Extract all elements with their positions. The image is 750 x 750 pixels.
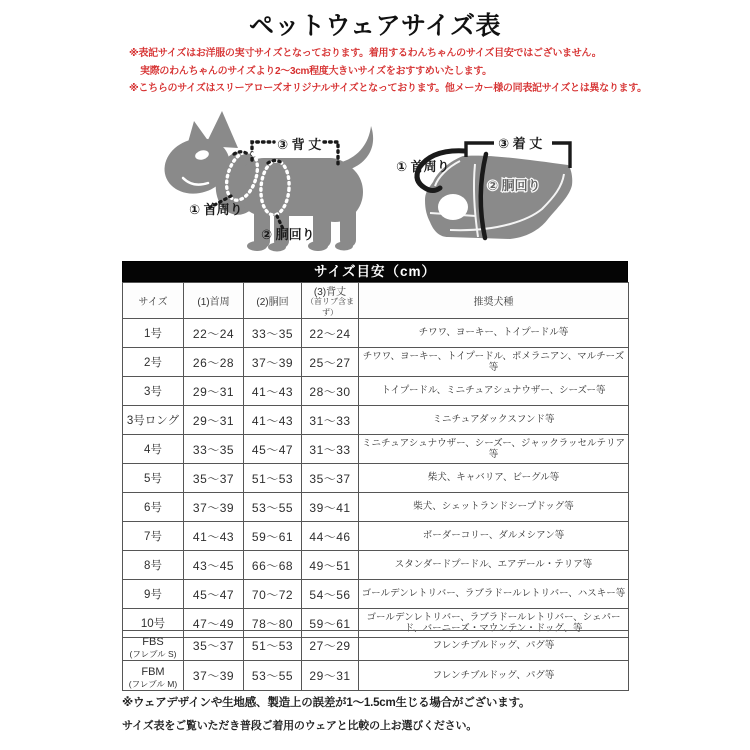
- cell-breeds: ミニチュアダックスフンド等: [359, 406, 629, 435]
- cell-size: 7号: [123, 522, 184, 551]
- neck-label: ① 首周り: [189, 202, 243, 217]
- cell-neck: 26～28: [184, 348, 244, 377]
- cell-size: 5号: [123, 464, 184, 493]
- cell-girth: 53～55: [244, 493, 302, 522]
- girth-label: ② 胴回り: [261, 227, 315, 242]
- cell-back: 54～56: [302, 580, 359, 609]
- cell-girth: 59～61: [244, 522, 302, 551]
- back-length-label: ③ 背 丈: [277, 137, 322, 152]
- cell-breeds: フレンチブルドッグ、パグ等: [359, 661, 629, 691]
- table-row: [123, 464, 629, 493]
- cell-breeds: ゴールデンレトリバー、ラブラドールレトリバー、シェパード、バーニーズ・マウンテン・ドッグ、等: [359, 609, 629, 638]
- cell-breeds: スタンダードプードル、エアデール・テリア等: [359, 551, 629, 580]
- cell-girth: 53～55: [244, 661, 302, 691]
- cell-back: 28～30: [302, 377, 359, 406]
- cell-breeds: トイプードル、ミニチュアシュナウザー、シーズー等: [359, 377, 629, 406]
- cell-back: 44～46: [302, 522, 359, 551]
- footer-note-tolerance: ※ウェアデザインや生地感、製造上の誤差が1～1.5cm生じる場合がございます。: [122, 697, 531, 709]
- cell-girth: 78～80: [244, 609, 302, 638]
- cell-breeds: 柴犬、シェットランドシープドッグ等: [359, 493, 629, 522]
- table-row: [123, 661, 629, 691]
- col-header-back-sub: （首リブ含まず）: [306, 297, 354, 317]
- french-bulldog-size-table: [122, 630, 628, 691]
- cell-neck: 43～45: [184, 551, 244, 580]
- cell-back: 25～27: [302, 348, 359, 377]
- garment-neck-label: ① 首周り: [396, 159, 450, 174]
- size-notes: [129, 45, 647, 98]
- cell-size: [123, 631, 184, 661]
- cell-size: 3号: [123, 377, 184, 406]
- cell-neck: 41～43: [184, 522, 244, 551]
- dog-measurement-diagram: [145, 108, 405, 253]
- cell-size: 10号: [123, 609, 184, 638]
- table-row: [123, 348, 629, 377]
- col-header-breeds: 推奨犬種: [359, 283, 629, 319]
- page-title: ペットウェアサイズ表: [248, 12, 501, 40]
- cell-girth: 51～53: [244, 631, 302, 661]
- cell-neck: 29～31: [184, 377, 244, 406]
- cell-neck: 22～24: [184, 319, 244, 348]
- cell-breeds: ボーダーコリー、ダルメシアン等: [359, 522, 629, 551]
- cell-girth: 41～43: [244, 406, 302, 435]
- cell-neck: 35～37: [184, 464, 244, 493]
- cell-neck: 29～31: [184, 406, 244, 435]
- table-row: [123, 377, 629, 406]
- leg-hole: [438, 194, 468, 220]
- cell-size: [123, 661, 184, 691]
- cell-back: 35～37: [302, 464, 359, 493]
- fb-size-sub: (フレブル M): [128, 678, 178, 689]
- cell-breeds: ミニチュアシュナウザー、シーズー、ジャックラッセルテリア等: [359, 435, 629, 464]
- cell-size: 6号: [123, 493, 184, 522]
- cell-girth: 37～39: [244, 348, 302, 377]
- fb-size-code: FBM: [141, 665, 165, 678]
- cell-size: 4号: [123, 435, 184, 464]
- col-header-back: [302, 283, 359, 319]
- col-header-neck: (1)首周: [184, 283, 244, 319]
- cell-breeds: チワワ、ヨーキー、トイプードル、ポメラニアン、マルチーズ等: [359, 348, 629, 377]
- table-row: [123, 631, 629, 661]
- cell-back: 29～31: [302, 661, 359, 691]
- col-header-back-main: (3)背丈: [313, 287, 347, 298]
- cell-size: 2号: [123, 348, 184, 377]
- cell-breeds: ゴールデンレトリバー、ラブラドールレトリバー、ハスキー等: [359, 580, 629, 609]
- cell-back: 59～61: [302, 609, 359, 638]
- cell-girth: 45～47: [244, 435, 302, 464]
- cell-back: 49～51: [302, 551, 359, 580]
- footer-note-compare: サイズ表をご覧いただき普段ご着用のウェアと比較の上お選びください。: [122, 720, 478, 732]
- table-row: [123, 580, 629, 609]
- table-row: [123, 522, 629, 551]
- cell-neck: 47～49: [184, 609, 244, 638]
- cell-back: 39～41: [302, 493, 359, 522]
- size-table: [122, 261, 628, 638]
- table-row: [123, 435, 629, 464]
- note-line-2: 実際のわんちゃんのサイズより2～3cm程度大きいサイズをおすすめいたします。: [140, 65, 492, 77]
- cell-girth: 66～68: [244, 551, 302, 580]
- cell-breeds: チワワ、ヨーキー、トイプードル等: [359, 319, 629, 348]
- cell-girth: 41～43: [244, 377, 302, 406]
- cell-size: 9号: [123, 580, 184, 609]
- cell-neck: 45～47: [184, 580, 244, 609]
- table-row: [123, 319, 629, 348]
- cell-neck: 35～37: [184, 631, 244, 661]
- table-row: [123, 406, 629, 435]
- cell-girth: 33～35: [244, 319, 302, 348]
- cell-neck: 33～35: [184, 435, 244, 464]
- cell-back: 27～29: [302, 631, 359, 661]
- size-table-title: サイズ目安（cm）: [122, 261, 628, 282]
- col-header-girth: (2)胴回: [244, 283, 302, 319]
- fb-size-code: FBS: [142, 635, 164, 648]
- cell-neck: 37～39: [184, 661, 244, 691]
- cell-breeds: フレンチブルドッグ、パグ等: [359, 631, 629, 661]
- cell-girth: 70～72: [244, 580, 302, 609]
- cell-girth: 51～53: [244, 464, 302, 493]
- fb-size-sub: (フレブル S): [129, 648, 177, 659]
- cell-back: 31～33: [302, 435, 359, 464]
- col-header-size: サイズ: [123, 283, 184, 319]
- cell-back: 31～33: [302, 406, 359, 435]
- cell-back: 22～24: [302, 319, 359, 348]
- table-row: [123, 551, 629, 580]
- note-line-3: ※こちらのサイズはスリーアローズオリジナルサイズとなっております。他メーカー様の同表記サイズとは異なります。: [129, 83, 647, 94]
- cell-size: 1号: [123, 319, 184, 348]
- garment-girth-label: ② 胴回り: [487, 178, 541, 193]
- table-row: [123, 493, 629, 522]
- cell-breeds: 柴犬、キャバリア、ビーグル等: [359, 464, 629, 493]
- cell-neck: 37～39: [184, 493, 244, 522]
- note-line-1: ※表記サイズはお洋服の実寸サイズとなっております。着用するわんちゃんのサイズ目安ではございません。: [129, 48, 602, 59]
- cell-size: 3号ロング: [123, 406, 184, 435]
- cell-size: 8号: [123, 551, 184, 580]
- garment-measurement-diagram: [390, 110, 640, 250]
- garment-length-label: ③ 着 丈: [498, 136, 543, 151]
- table-header-row: [123, 283, 629, 319]
